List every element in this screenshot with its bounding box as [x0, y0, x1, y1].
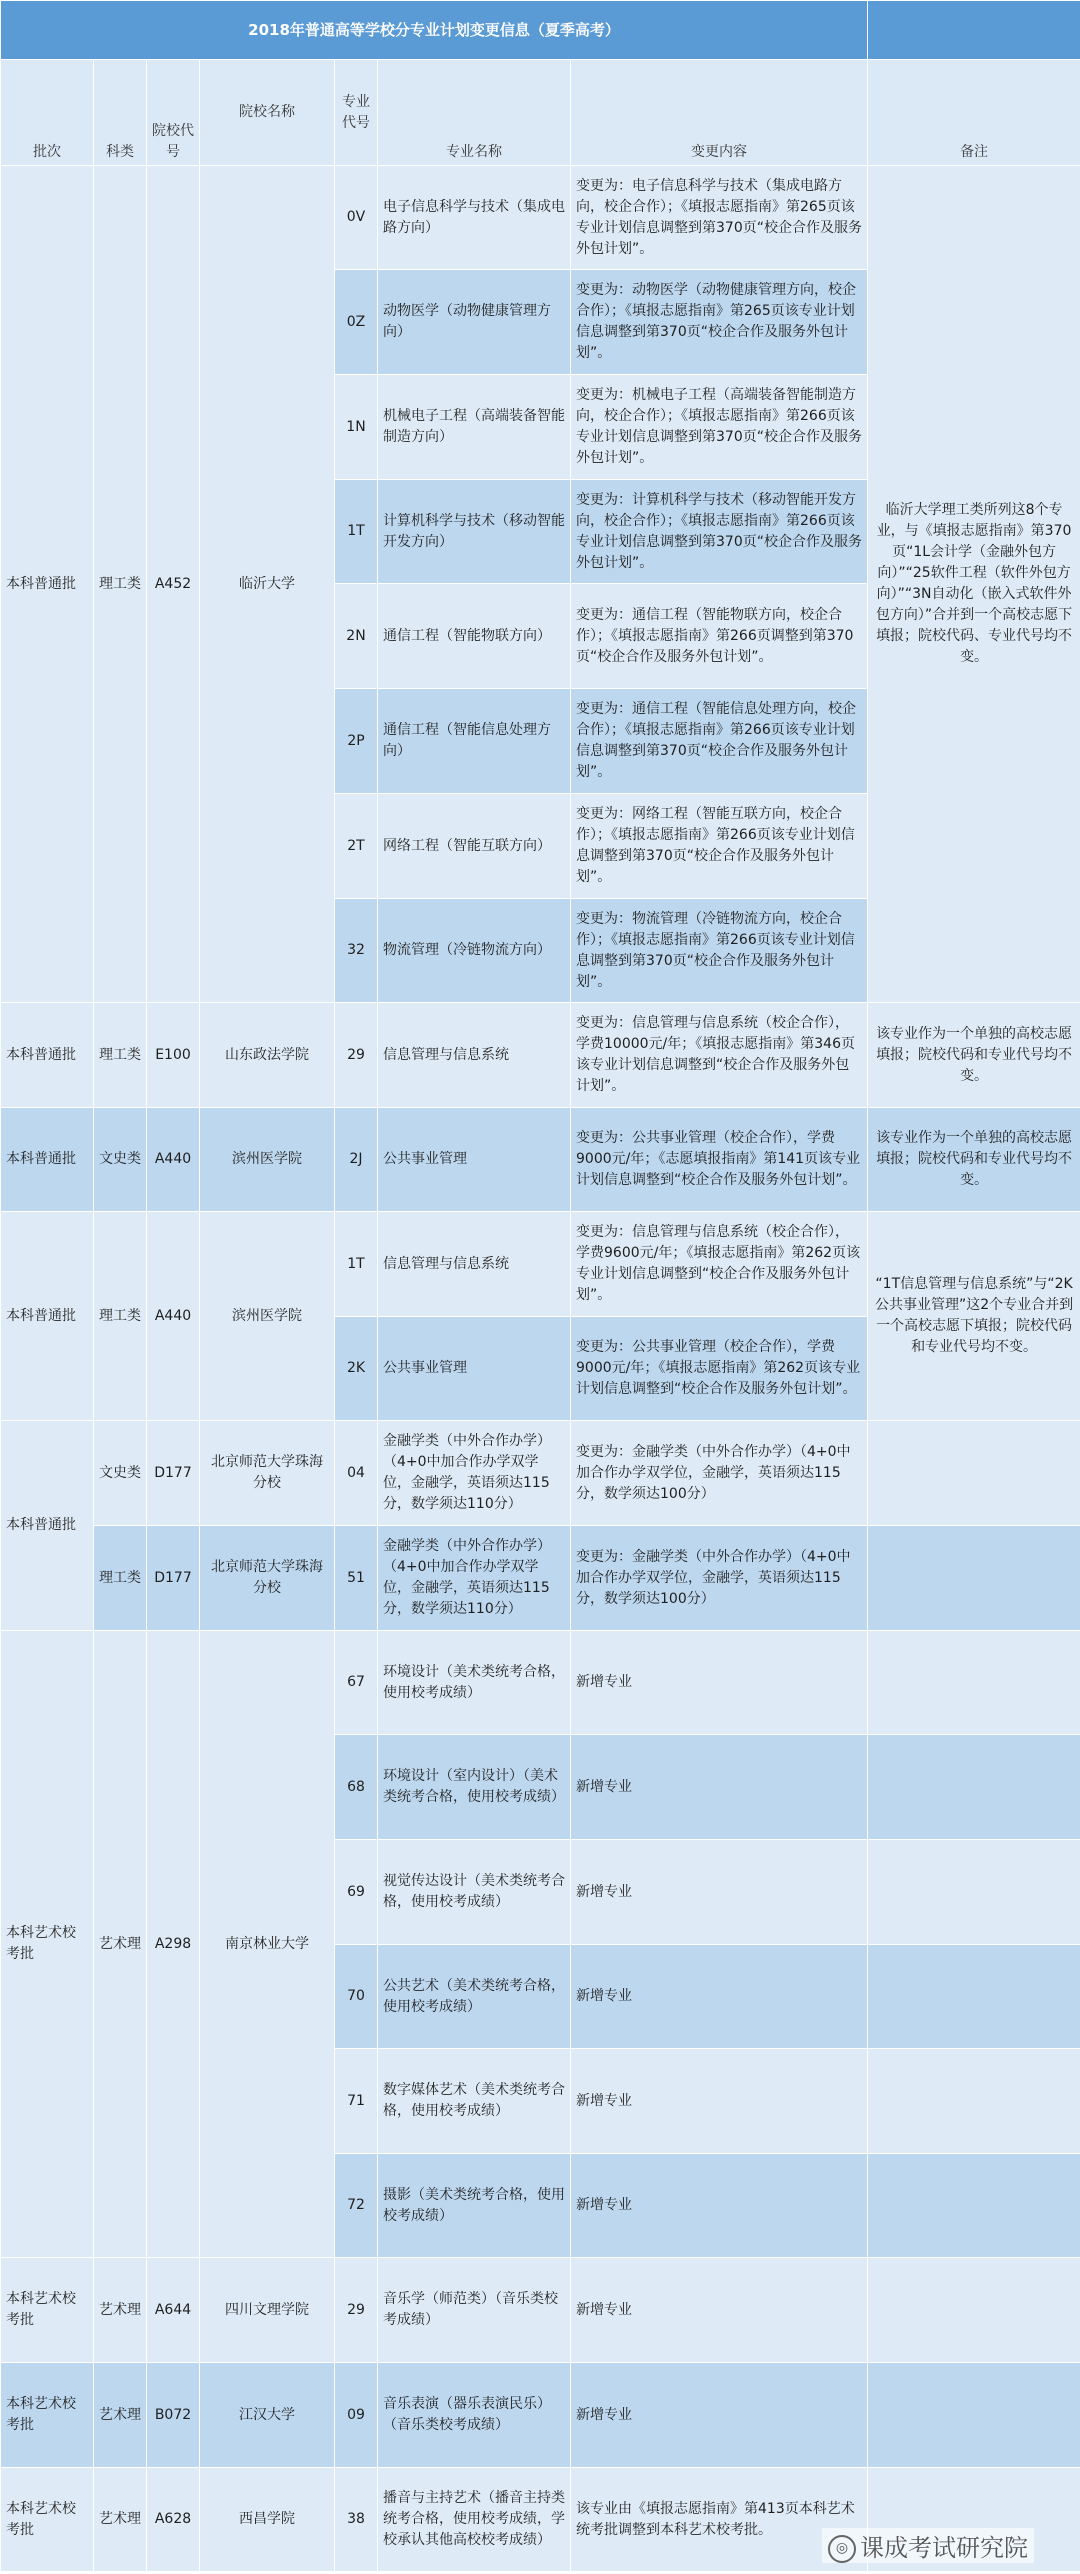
category-cell: 理工类	[94, 166, 147, 1003]
header-major-name: 专业名称	[378, 60, 571, 166]
note-cell	[868, 1526, 1080, 1631]
change-cell: 变更为：机械电子工程（高端装备智能制造方向，校企合作）；《填报志愿指南》第266页该专业计划信息调整到第370页“校企合作及服务外包计划”。	[571, 375, 868, 480]
major-code-cell: 04	[335, 1421, 378, 1526]
note-cell: 该专业作为一个单独的高校志愿填报；院校代码和专业代号均不变。	[868, 1108, 1080, 1212]
watermark-text: 课成考试研究院	[860, 2534, 1028, 2562]
change-cell: 变更为：计算机科学与技术（移动智能开发方向，校企合作）；《填报志愿指南》第266页该专业计划信息调整到第370页“校企合作及服务外包计划”。	[571, 480, 868, 584]
school-name-cell: 四川文理学院	[200, 2258, 335, 2363]
batch-cell: 本科艺术校考批	[1, 2468, 94, 2572]
change-cell: 变更为：公共事业管理（校企合作），学费9000元/年；《志愿填报指南》第141页该专业计划信息调整到“校企合作及服务外包计划”。	[571, 1108, 868, 1212]
major-code-cell: 68	[335, 1735, 378, 1840]
category-cell: 艺术理	[94, 2363, 147, 2468]
change-cell: 变更为：通信工程（智能物联方向，校企合作）；《填报志愿指南》第266页调整到第370页“校企合作及服务外包计划”。	[571, 584, 868, 689]
major-name-cell: 视觉传达设计（美术类统考合格，使用校考成绩）	[378, 1840, 571, 1945]
major-code-cell: 67	[335, 1631, 378, 1735]
school-code-cell: E100	[147, 1003, 200, 1108]
major-name-cell: 金融学类（中外合作办学）（4+0中加合作办学双学位，金融学，英语须达115分，数学须达110分）	[378, 1526, 571, 1631]
major-name-cell: 环境设计（美术类统考合格，使用校考成绩）	[378, 1631, 571, 1735]
header-major-code: 专业代号	[335, 60, 378, 166]
category-cell: 理工类	[94, 1212, 147, 1421]
change-cell: 新增专业	[571, 1735, 868, 1840]
table-title: 2018年普通高等学校分专业计划变更信息（夏季高考）	[1, 1, 868, 60]
table-row	[1, 1212, 1080, 1317]
note-cell	[868, 1735, 1080, 1840]
major-code-cell: 29	[335, 2258, 378, 2363]
change-cell: 新增专业	[571, 2363, 868, 2468]
change-cell: 该专业由《填报志愿指南》第413页本科艺术统考批调整到本科艺术校考批。	[571, 2468, 868, 2572]
school-name-cell: 北京师范大学珠海分校	[200, 1526, 335, 1631]
major-name-cell: 环境设计（室内设计）（美术类统考合格，使用校考成绩）	[378, 1735, 571, 1840]
table-row	[1, 1003, 1080, 1108]
category-cell: 理工类	[94, 1526, 147, 1631]
major-name-cell: 公共艺术（美术类统考合格，使用校考成绩）	[378, 1945, 571, 2049]
header-row	[1, 60, 1080, 166]
major-code-cell: 71	[335, 2049, 378, 2154]
table-row	[1, 2258, 1080, 2363]
major-code-cell: 69	[335, 1840, 378, 1945]
major-name-cell: 计算机科学与技术（移动智能开发方向）	[378, 480, 571, 584]
major-name-cell: 摄影（美术类统考合格，使用校考成绩）	[378, 2154, 571, 2258]
category-cell: 文史类	[94, 1421, 147, 1526]
major-name-cell: 信息管理与信息系统	[378, 1212, 571, 1317]
batch-cell: 本科艺术校考批	[1, 1631, 94, 2258]
category-cell: 艺术理	[94, 1631, 147, 2258]
major-name-cell: 机械电子工程（高端装备智能制造方向）	[378, 375, 571, 480]
change-cell: 变更为：动物医学（动物健康管理方向，校企合作）；《填报志愿指南》第265页该专业计划信息调整到第370页“校企合作及服务外包计划”。	[571, 270, 868, 375]
major-code-cell: 2K	[335, 1317, 378, 1421]
major-code-cell: 0V	[335, 166, 378, 270]
school-name-cell: 西昌学院	[200, 2468, 335, 2572]
school-name-cell: 滨州医学院	[200, 1212, 335, 1421]
change-cell: 变更为：信息管理与信息系统（校企合作），学费10000元/年；《填报志愿指南》第346页该专业计划信息调整到“校企合作及服务外包计划”。	[571, 1003, 868, 1108]
major-code-cell: 0Z	[335, 270, 378, 375]
school-name-cell: 北京师范大学珠海分校	[200, 1421, 335, 1526]
change-cell: 变更为：金融学类（中外合作办学）（4+0中加合作办学双学位，金融学，英语须达115分，数学须达100分）	[571, 1526, 868, 1631]
school-code-cell: A452	[147, 166, 200, 1003]
school-code-cell: A298	[147, 1631, 200, 2258]
table-row	[1, 2363, 1080, 2468]
note-cell	[868, 1945, 1080, 2049]
header-change: 变更内容	[571, 60, 868, 166]
school-code-cell: D177	[147, 1421, 200, 1526]
title-side-cell	[868, 1, 1080, 60]
change-cell: 新增专业	[571, 2154, 868, 2258]
note-cell	[868, 2363, 1080, 2468]
batch-cell: 本科普通批	[1, 1421, 94, 1631]
major-code-cell: 32	[335, 899, 378, 1003]
category-cell: 艺术理	[94, 2258, 147, 2363]
major-code-cell: 1N	[335, 375, 378, 480]
major-name-cell: 公共事业管理	[378, 1108, 571, 1212]
major-name-cell: 播音与主持艺术（播音主持类统考合格，使用校考成绩，学校承认其他高校校考成绩）	[378, 2468, 571, 2572]
header-school-code: 院校代号	[147, 60, 200, 166]
batch-cell: 本科艺术校考批	[1, 2363, 94, 2468]
change-cell: 新增专业	[571, 1945, 868, 2049]
major-code-cell: 70	[335, 1945, 378, 2049]
note-cell	[868, 2049, 1080, 2154]
header-school-name: 院校名称	[200, 60, 335, 166]
note-cell: 该专业作为一个单独的高校志愿填报；院校代码和专业代号均不变。	[868, 1003, 1080, 1108]
change-cell: 新增专业	[571, 2049, 868, 2154]
table-row	[1, 1108, 1080, 1212]
table-row	[1, 1421, 1080, 1526]
change-cell: 变更为：电子信息科学与技术（集成电路方向，校企合作）；《填报志愿指南》第265页该专业计划信息调整到第370页“校企合作及服务外包计划”。	[571, 166, 868, 270]
major-name-cell: 电子信息科学与技术（集成电路方向）	[378, 166, 571, 270]
change-cell: 变更为：网络工程（智能互联方向，校企合作）；《填报志愿指南》第266页该专业计划信息调整到第370页“校企合作及服务外包计划”。	[571, 794, 868, 899]
school-code-cell: A644	[147, 2258, 200, 2363]
major-name-cell: 数字媒体艺术（美术类统考合格，使用校考成绩）	[378, 2049, 571, 2154]
school-code-cell: A440	[147, 1108, 200, 1212]
major-name-cell: 网络工程（智能互联方向）	[378, 794, 571, 899]
chat-bubble-icon: ◎	[828, 2535, 856, 2563]
major-code-cell: 09	[335, 2363, 378, 2468]
change-cell: 新增专业	[571, 1631, 868, 1735]
note-cell: “1T信息管理与信息系统”与“2K公共事业管理”这2个专业合并到一个高校志愿下填报；院校代码和专业代号均不变。	[868, 1212, 1080, 1421]
major-name-cell: 通信工程（智能物联方向）	[378, 584, 571, 689]
header-note: 备注	[868, 60, 1080, 166]
major-code-cell: 1T	[335, 1212, 378, 1317]
school-name-cell: 南京林业大学	[200, 1631, 335, 2258]
header-batch: 批次	[1, 60, 94, 166]
school-code-cell: B072	[147, 2363, 200, 2468]
major-code-cell: 38	[335, 2468, 378, 2572]
batch-cell: 本科普通批	[1, 1212, 94, 1421]
table-row	[1, 166, 1080, 270]
major-name-cell: 音乐学（师范类）（音乐类校考成绩）	[378, 2258, 571, 2363]
change-cell: 变更为：通信工程（智能信息处理方向，校企合作）；《填报志愿指南》第266页该专业计划信息调整到第370页“校企合作及服务外包计划”。	[571, 689, 868, 794]
school-name-cell: 江汉大学	[200, 2363, 335, 2468]
change-cell: 变更为：信息管理与信息系统（校企合作），学费9600元/年；《填报志愿指南》第262页该专业计划信息调整到“校企合作及服务外包计划”。	[571, 1212, 868, 1317]
major-name-cell: 公共事业管理	[378, 1317, 571, 1421]
note-cell	[868, 1840, 1080, 1945]
major-code-cell: 2P	[335, 689, 378, 794]
batch-cell: 本科普通批	[1, 1003, 94, 1108]
batch-cell: 本科普通批	[1, 166, 94, 1003]
major-code-cell: 2N	[335, 584, 378, 689]
note-cell	[868, 1631, 1080, 1735]
category-cell: 理工类	[94, 1003, 147, 1108]
category-cell: 艺术理	[94, 2468, 147, 2572]
major-name-cell: 音乐表演（器乐表演民乐）（音乐类校考成绩）	[378, 2363, 571, 2468]
change-cell: 变更为：物流管理（冷链物流方向，校企合作）；《填报志愿指南》第266页该专业计划信息调整到第370页“校企合作及服务外包计划”。	[571, 899, 868, 1003]
major-code-cell: 2J	[335, 1108, 378, 1212]
major-code-cell: 1T	[335, 480, 378, 584]
note-cell	[868, 2154, 1080, 2258]
note-cell: 临沂大学理工类所列这8个专业，与《填报志愿指南》第370页“1L会计学（金融外包方向）”“25软件工程（软件外包方向）”“3N自动化（嵌入式软件外包方向）”合并到一个高校志愿下填报；院校代码、专业代号均不变。	[868, 166, 1080, 1003]
major-code-cell: 2T	[335, 794, 378, 899]
school-name-cell: 临沂大学	[200, 166, 335, 1003]
major-name-cell: 物流管理（冷链物流方向）	[378, 899, 571, 1003]
change-cell: 变更为：公共事业管理（校企合作），学费9000元/年；《填报志愿指南》第262页该专业计划信息调整到“校企合作及服务外包计划”。	[571, 1317, 868, 1421]
school-code-cell: A440	[147, 1212, 200, 1421]
school-code-cell: D177	[147, 1526, 200, 1631]
school-code-cell: A628	[147, 2468, 200, 2572]
major-name-cell: 通信工程（智能信息处理方向）	[378, 689, 571, 794]
major-name-cell: 信息管理与信息系统	[378, 1003, 571, 1108]
watermark	[822, 2528, 1034, 2563]
batch-cell: 本科普通批	[1, 1108, 94, 1212]
change-cell: 新增专业	[571, 1840, 868, 1945]
major-name-cell: 金融学类（中外合作办学）（4+0中加合作办学双学位，金融学，英语须达115分，数学须达110分）	[378, 1421, 571, 1526]
change-cell: 变更为：金融学类（中外合作办学）（4+0中加合作办学双学位，金融学，英语须达115分，数学须达100分）	[571, 1421, 868, 1526]
batch-cell: 本科艺术校考批	[1, 2258, 94, 2363]
category-cell: 文史类	[94, 1108, 147, 1212]
header-category: 科类	[94, 60, 147, 166]
note-cell	[868, 2258, 1080, 2363]
school-name-cell: 山东政法学院	[200, 1003, 335, 1108]
major-code-cell: 29	[335, 1003, 378, 1108]
major-name-cell: 动物医学（动物健康管理方向）	[378, 270, 571, 375]
table-row	[1, 1526, 1080, 1631]
table-row	[1, 1631, 1080, 1735]
note-cell	[868, 1421, 1080, 1526]
major-code-cell: 51	[335, 1526, 378, 1631]
major-code-cell: 72	[335, 2154, 378, 2258]
change-cell: 新增专业	[571, 2258, 868, 2363]
school-name-cell: 滨州医学院	[200, 1108, 335, 1212]
